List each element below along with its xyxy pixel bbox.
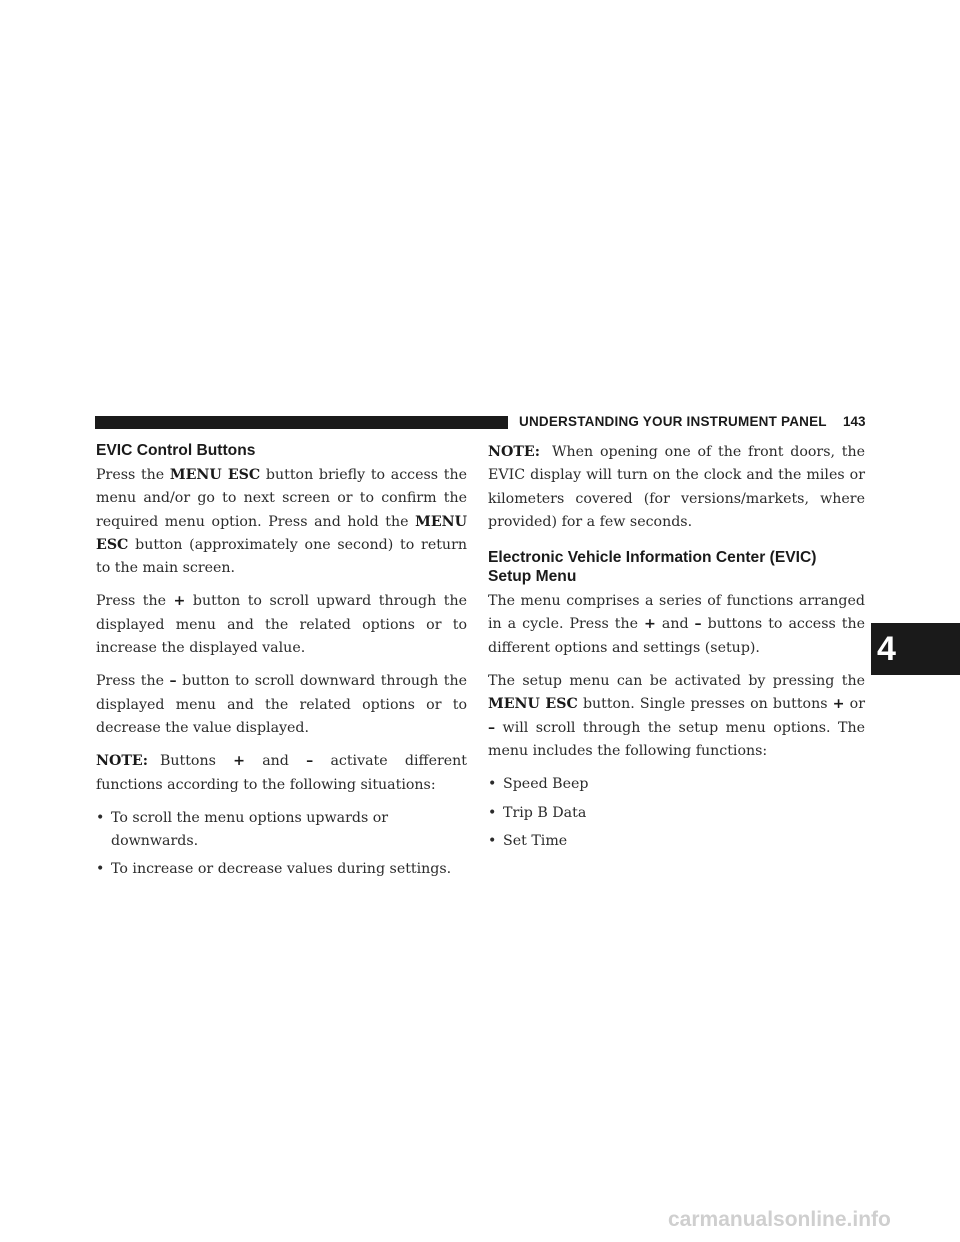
list-item: • To increase or decrease values during settings. <box>96 858 467 881</box>
menu-cycle-paragraph: The menu comprises a series of functions arranged in a cycle. Press the + and – buttons to access the different options and settings (setup). <box>488 593 865 656</box>
list-item: • Set Time <box>488 830 865 853</box>
watermark: carmanualsonline.info <box>668 1208 891 1231</box>
menu-esc-paragraph: Press the MENU ESC button briefly to access the menu and/or go to next screen or to confirm the required menu option. Press and hold the MENU ESC button (approximately one second) to return to the main screen. <box>96 467 467 577</box>
evic-control-buttons-heading: EVIC Control Buttons <box>96 442 256 459</box>
situations-list <box>96 807 467 882</box>
setup-activation-paragraph: The setup menu can be activated by pressing the MENU ESC button. Single presses on buttons + or – will scroll through the setup menu options. The menu includes the following functions: <box>488 673 865 759</box>
list-item: • Trip B Data <box>488 802 865 825</box>
left-column <box>96 441 467 887</box>
chapter-number: 4 <box>877 629 896 668</box>
setup-functions-list <box>488 773 865 853</box>
evic-setup-menu-heading: Electronic Vehicle Information Center (EVIC) Setup Menu <box>488 549 817 586</box>
list-item: • Speed Beep <box>488 773 865 796</box>
header-rule <box>95 416 508 429</box>
right-column <box>488 441 865 858</box>
plus-button-paragraph: Press the + button to scroll upward through the displayed menu and the related options or to increase the displayed value. <box>96 593 467 657</box>
minus-button-paragraph: Press the – button to scroll downward through the displayed menu and the related options or to decrease the value displayed. <box>96 673 467 736</box>
page-number: 143 <box>843 414 866 429</box>
front-doors-note: NOTE: When opening one of the front doors, the EVIC display will turn on the clock and the miles or kilometers covered (for versions/markets, where provided) for a few seconds. <box>488 444 865 530</box>
list-item: • To scroll the menu options upwards or downwards. <box>96 807 467 854</box>
chapter-tab <box>871 623 960 675</box>
buttons-note: NOTE: Buttons + and – activate different functions according to the following situations: <box>96 753 467 793</box>
section-title: UNDERSTANDING YOUR INSTRUMENT PANEL <box>519 414 827 429</box>
